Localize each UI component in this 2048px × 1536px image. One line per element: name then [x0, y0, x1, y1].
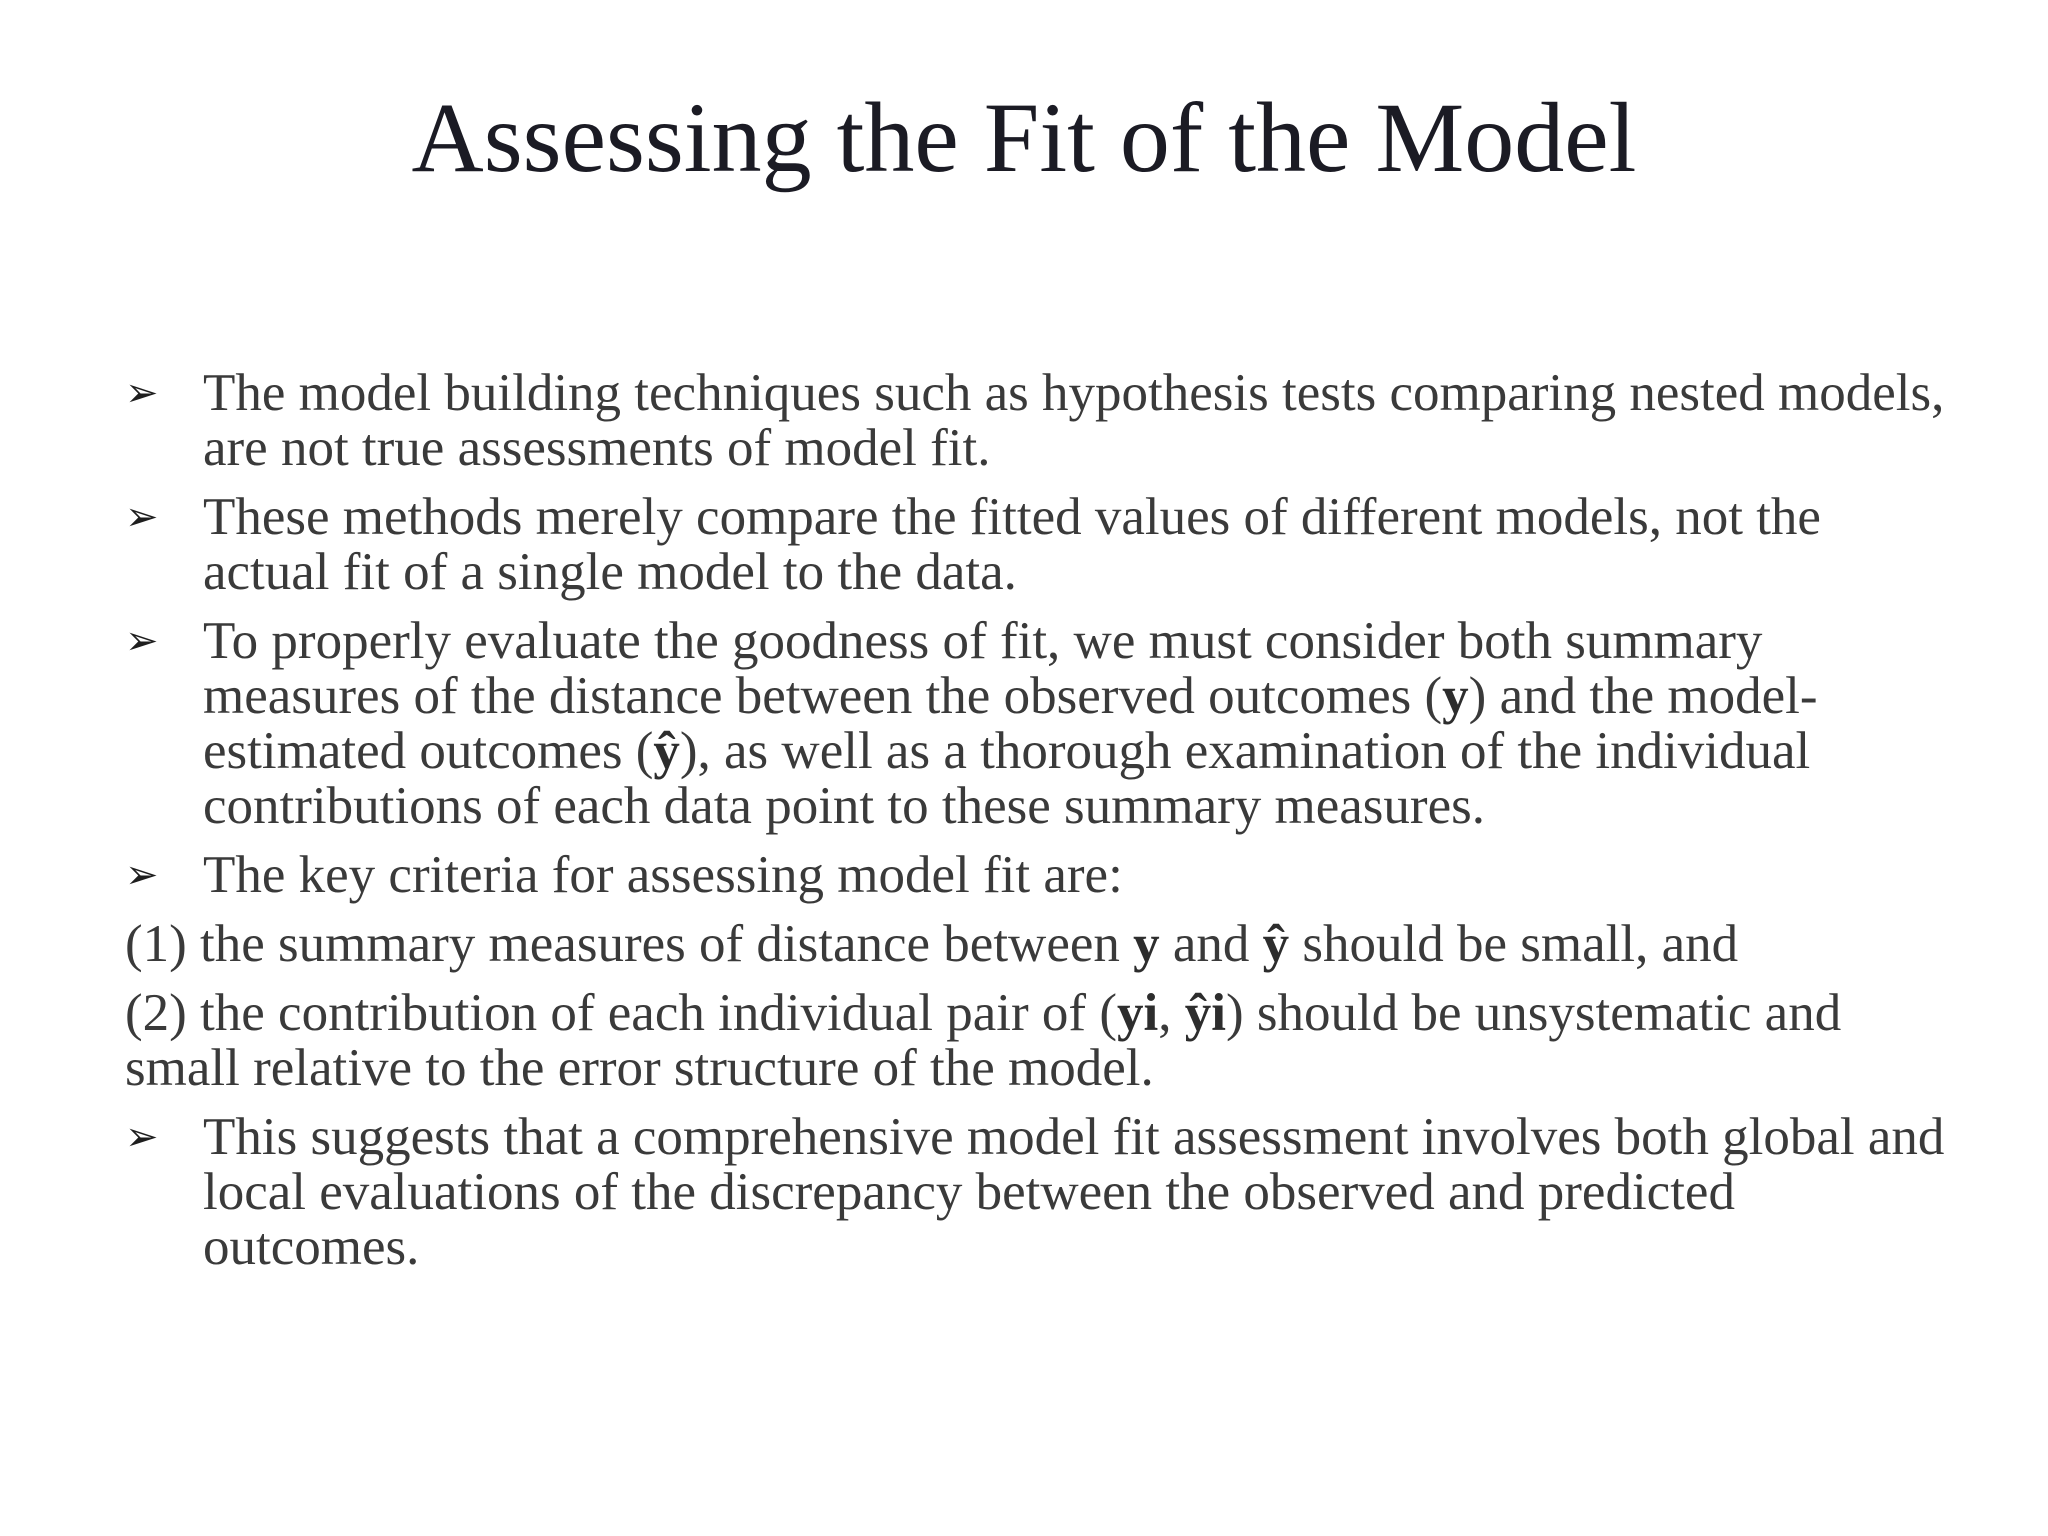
bullet-text: The key criteria for assessing model fit are:	[203, 846, 1123, 904]
bullet-item	[125, 490, 1955, 600]
bullet-item	[125, 848, 1955, 903]
symbol-yi: yi	[1116, 984, 1159, 1042]
bullet-text-part: ) and the model-estimated outcomes (	[203, 667, 1818, 780]
slide-body	[125, 366, 1955, 1289]
arrowhead-icon: ➢	[125, 1114, 159, 1160]
criterion-text-part: (1) the summary measures of distance between	[125, 915, 1134, 973]
bullet-item	[125, 614, 1955, 834]
slide-title: Assessing the Fit of the Model	[411, 82, 1637, 193]
criterion-text-part: (2) the contribution of each individual pair of (	[125, 984, 1117, 1042]
criterion-text-part: ) should be unsystematic and small relative to the error structure of the model.	[125, 984, 1842, 1097]
bullet-text-part: ), as well as a thorough examination of the individual contributions of each data point to these summary measures.	[203, 722, 1811, 835]
criterion-item	[125, 917, 1955, 972]
criterion-text-part: and	[1159, 915, 1263, 973]
symbol-y-hat: ŷ	[1262, 915, 1290, 973]
criterion-text-part: ,	[1158, 984, 1185, 1042]
arrowhead-icon: ➢	[125, 370, 159, 416]
criterion-text-part: should be small, and	[1289, 915, 1739, 973]
arrowhead-icon: ➢	[125, 618, 159, 664]
bullet-item	[125, 366, 1955, 476]
bullet-text: The model building techniques such as hypothesis tests comparing nested models, are not true assessments of model fit.	[203, 364, 1945, 477]
symbol-y: y	[1133, 915, 1160, 973]
bullet-text-part: To properly evaluate the goodness of fit, we must consider both summary measures of the distance between the observed outcomes (	[203, 612, 1763, 725]
arrowhead-icon: ➢	[125, 494, 159, 540]
bullet-item	[125, 1110, 1955, 1275]
symbol-y-hat: ŷ	[653, 722, 680, 780]
symbol-y: y	[1442, 667, 1469, 725]
bullet-text: These methods merely compare the fitted values of different models, not the actual fit of a single model to the data.	[203, 488, 1821, 601]
symbol-yi-hat: ŷi	[1184, 984, 1226, 1042]
arrowhead-icon: ➢	[125, 852, 159, 898]
bullet-text: This suggests that a comprehensive model fit assessment involves both global and local evaluations of the discrepancy between the observed and predicted outcomes.	[203, 1108, 1945, 1276]
criterion-item	[125, 986, 1955, 1096]
